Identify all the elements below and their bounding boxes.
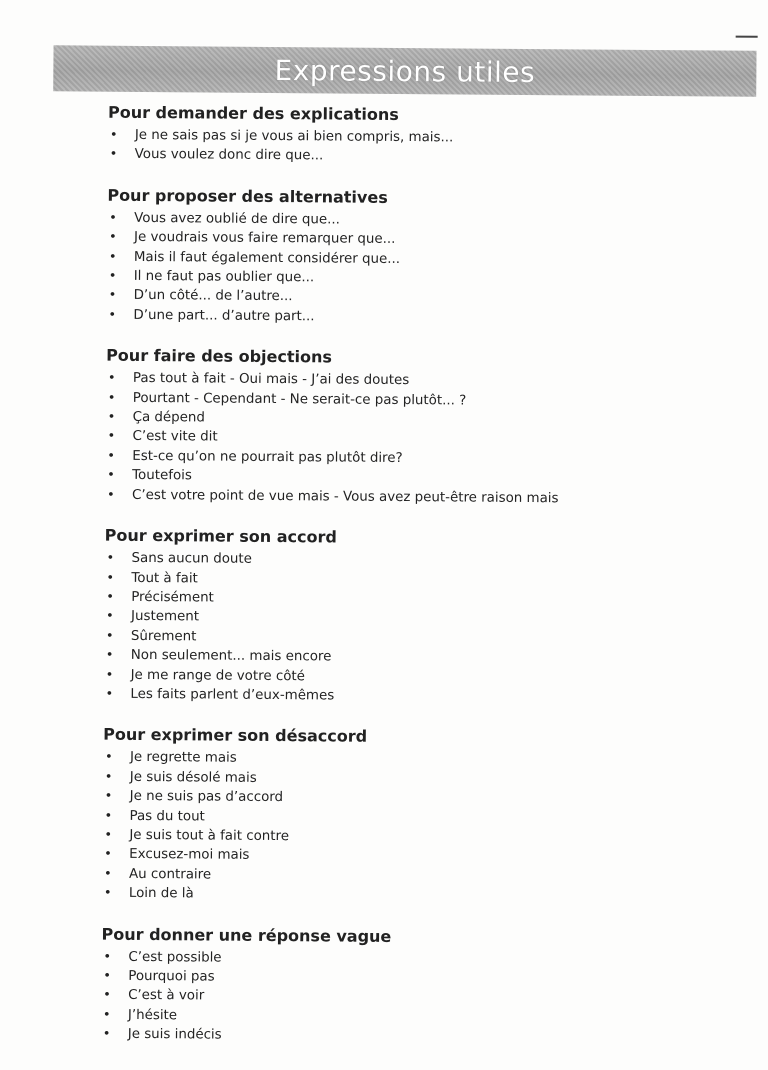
section-heading: Pour exprimer son désaccord: [103, 725, 368, 747]
list-item: • Pourtant - Cependant - Ne serait-ce pas plutôt... ?: [107, 390, 467, 409]
bullet-icon: •: [107, 409, 116, 425]
list-item: • Je me range de votre côté: [105, 667, 305, 684]
list-item: • Ça dépend: [107, 409, 205, 426]
section-demander-explications: [108, 102, 748, 170]
bullet-icon: •: [109, 147, 118, 163]
bullet-icon: •: [104, 769, 113, 785]
expressions-content: [101, 102, 749, 1070]
bullet-icon: •: [107, 429, 116, 445]
list-item: • Pas du tout: [104, 808, 205, 825]
bullet-icon: •: [103, 988, 111, 1004]
list-item: • Je voudrais vous faire remarquer que...: [108, 229, 396, 248]
expression-list: [105, 369, 746, 510]
bullet-icon: •: [103, 968, 111, 984]
section-heading: Pour demander des explications: [107, 102, 399, 124]
list-item: • Je ne sais pas si je vous ai bien compris, mais...: [109, 127, 454, 146]
page-title: Expressions utiles: [274, 53, 536, 89]
section-proposer-alternatives: [106, 185, 747, 330]
list-item: • J’hésite: [102, 1007, 178, 1024]
list-item: • Sans aucun doute: [106, 550, 252, 567]
bullet-icon: •: [105, 628, 114, 644]
list-item: • Il ne faut pas oublier que...: [108, 268, 315, 286]
bullet-icon: •: [108, 288, 117, 304]
list-item: • D’une part... d’autre part...: [108, 307, 315, 325]
bullet-icon: •: [108, 307, 117, 323]
list-item: • Pourquoi pas: [103, 968, 215, 985]
bullet-icon: •: [102, 1026, 111, 1042]
list-item: • C’est possible: [103, 949, 222, 966]
bullet-icon: •: [106, 570, 115, 586]
section-reponse-vague: [101, 923, 742, 1049]
section-heading: Pour faire des objections: [106, 345, 333, 367]
list-item: • D’un côté... de l’autre...: [108, 288, 293, 305]
scan-mark: [736, 36, 758, 38]
bullet-icon: •: [103, 866, 112, 882]
list-item: • Est-ce qu’on ne pourrait pas plutôt dire?: [107, 448, 403, 466]
list-item: • Précisément: [106, 589, 214, 606]
section-exprimer-accord: [103, 525, 744, 709]
list-item: • Mais il faut également considérer que...: [108, 249, 401, 267]
bullet-icon: •: [106, 550, 115, 566]
bullet-icon: •: [106, 589, 114, 605]
list-item: • Sûrement: [105, 628, 197, 645]
list-item: • Je suis tout à fait contre: [104, 827, 290, 845]
bullet-icon: •: [104, 750, 113, 766]
bullet-icon: •: [109, 127, 118, 143]
bullet-icon: •: [104, 827, 113, 843]
list-item: • Je suis désolé mais: [104, 769, 257, 786]
bullet-icon: •: [108, 249, 117, 265]
bullet-icon: •: [107, 390, 116, 406]
bullet-icon: •: [104, 788, 113, 804]
bullet-icon: •: [105, 667, 114, 683]
list-item: • Loin de là: [103, 885, 194, 902]
list-item: • Toutefois: [107, 467, 192, 484]
bullet-icon: •: [105, 647, 114, 663]
expression-list: [108, 126, 748, 170]
list-item: • C’est à voir: [103, 988, 205, 1004]
bullet-icon: •: [107, 448, 116, 464]
list-item: • Justement: [106, 609, 200, 625]
list-item: • C’est votre point de vue mais - Vous avez peut-être raison mais: [106, 487, 559, 506]
list-item: • Je ne suis pas d’accord: [104, 788, 284, 806]
bullet-icon: •: [109, 210, 117, 226]
list-item: • Les faits parlent d’eux-mêmes: [105, 686, 335, 704]
expression-list: [102, 748, 743, 908]
bullet-icon: •: [108, 268, 117, 284]
expression-list: [106, 209, 747, 330]
bullet-icon: •: [107, 467, 115, 484]
list-item: • Je suis indécis: [102, 1026, 222, 1043]
list-item: • C’est vite dit: [107, 429, 218, 446]
list-item: • Tout à fait: [106, 570, 198, 586]
expression-list: [101, 947, 742, 1049]
bullet-icon: •: [106, 609, 114, 625]
list-item: • Non seulement... mais encore: [105, 647, 332, 665]
list-item: • Pas tout à fait - Oui mais - J’ai des doutes: [107, 370, 410, 389]
section-heading: Pour exprimer son accord: [104, 525, 337, 547]
list-item: • Vous avez oublié de dire que...: [109, 210, 340, 228]
bullet-icon: •: [102, 1007, 111, 1023]
title-banner: [53, 45, 756, 97]
list-item: • Excusez-moi mais: [104, 847, 250, 864]
section-exprimer-desaccord: [102, 724, 743, 908]
bullet-icon: •: [103, 885, 112, 901]
list-item: • Je regrette mais: [104, 750, 237, 767]
bullet-icon: •: [103, 949, 112, 965]
section-heading: Pour donner une réponse vague: [101, 924, 392, 946]
list-item: • Vous voulez donc dire que...: [109, 147, 324, 164]
bullet-icon: •: [107, 370, 116, 387]
list-item: • Au contraire: [103, 866, 212, 883]
section-heading: Pour proposer des alternatives: [107, 185, 388, 207]
bullet-icon: •: [106, 487, 115, 503]
section-faire-objections: [105, 345, 746, 510]
bullet-icon: •: [104, 808, 113, 824]
bullet-icon: •: [108, 229, 117, 245]
bullet-icon: •: [105, 686, 114, 702]
expression-list: [103, 549, 744, 709]
bullet-icon: •: [104, 847, 112, 863]
